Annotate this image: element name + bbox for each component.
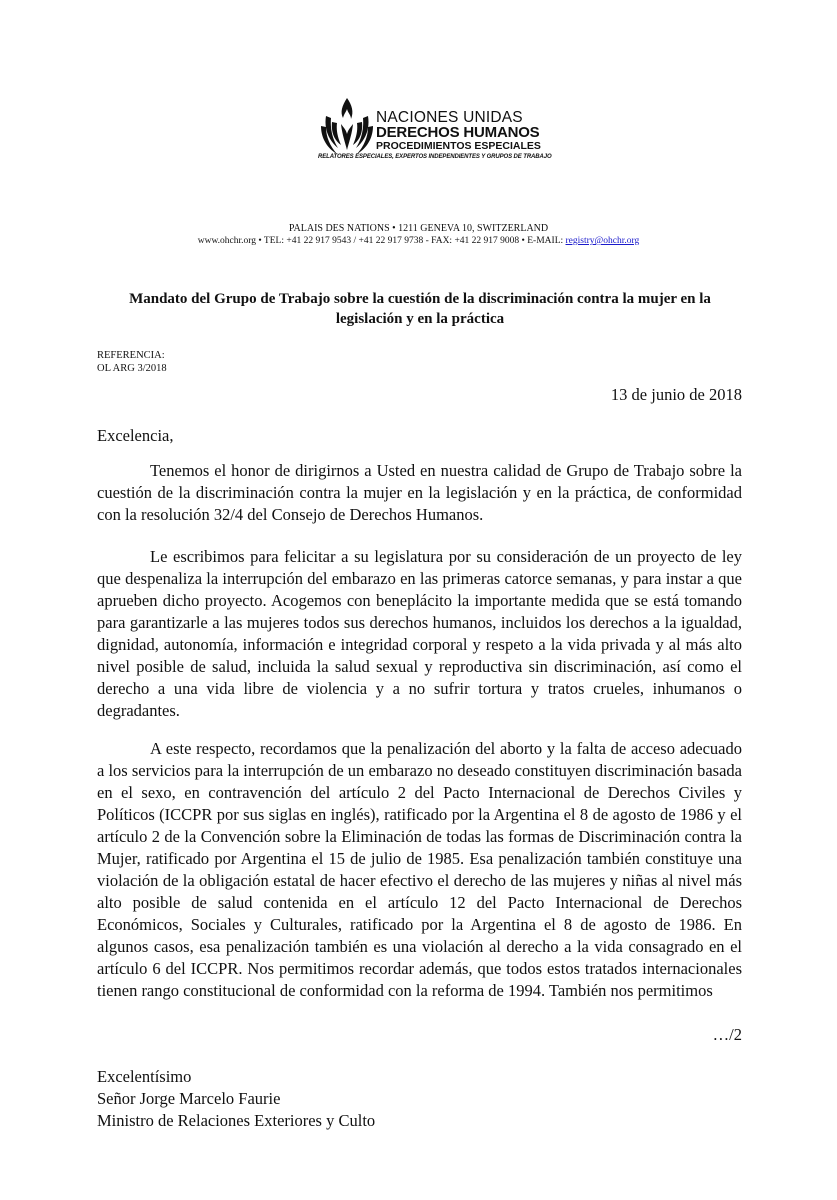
addressee-name: Señor Jorge Marcelo Faurie xyxy=(97,1089,281,1108)
paragraph-3 xyxy=(97,738,742,1002)
mandate-title: Mandato del Grupo de Trabajo sobre la cuestión de la discriminación contra la mujer en la legislación y en la práctica xyxy=(129,291,711,327)
reference-code: OL ARG 3/2018 xyxy=(97,363,167,374)
logo-line-1: NACIONES UNIDAS xyxy=(376,109,523,126)
letterhead-logo xyxy=(318,94,558,174)
reference-block xyxy=(97,349,167,375)
logo-line-3: PROCEDIMIENTOS ESPECIALES xyxy=(376,140,541,152)
email-link[interactable]: registry@ohchr.org xyxy=(565,236,640,246)
address-line-2 xyxy=(0,235,837,248)
page-continuation: …/2 xyxy=(712,1025,742,1044)
logo-wordmark xyxy=(376,110,541,152)
paragraph-text: Tenemos el honor de dirigirnos a Usted en nuestra calidad de Grupo de Trabajo sobre la cuestión de la discriminación contra la mujer en la legislación y en la práctica, de conformidad con la resolución 32/4 del Consejo de Derechos Humanos. xyxy=(97,461,742,524)
paragraph-2 xyxy=(97,546,742,722)
addressee-title: Ministro de Relaciones Exteriores y Culto xyxy=(97,1111,376,1130)
letter-date: 13 de junio de 2018 xyxy=(610,385,742,404)
address-line-1: PALAIS DES NATIONS • 1211 GENEVA 10, SWITZERLAND xyxy=(288,223,549,234)
addressee-block xyxy=(97,1066,375,1132)
logo-line-2: DERECHOS HUMANOS xyxy=(376,124,540,141)
logo-subline: RELATORES ESPECIALES, EXPERTOS INDEPENDIENTES Y GRUPOS DE TRABAJO xyxy=(318,154,552,160)
salutation: Excelencia, xyxy=(97,426,174,445)
paragraph-text: A este respecto, recordamos que la penalización del aborto y la falta de acceso adecuado a los servicios para la interrupción de un embarazo no deseado constituyen discriminación basada en el sexo, en contravención del artículo 2 del Pacto Internacional de Derechos Civiles y Políticos (ICCPR por sus siglas en inglés), ratificado por la Argentina el 8 de agosto de 1986 y el artículo 2 de la Convención sobre la Eliminación de todas las formas de Discriminación contra la Mujer, ratificado por Argentina el 15 de julio de 1985. Esa penalización también constituye una violación de la obligación estatal de hacer efectivo el derecho de las mujeres y niñas al nivel más alto posible de salud contenida en el artículo 12 del Pacto Internacional de Derechos Económicos, Sociales y Culturales, ratificado por la Argentina el 8 de agosto de 1986. En algunos casos, esa penalización también es una violación al derecho a la vida consagrado en el artículo 6 del ICCPR. Nos permitimos recordar además, que todos estos tratados internacionales tienen rango constitucional de conformidad con la reforma de 1994. También nos permitimos xyxy=(97,739,742,1000)
addressee-honorific: Excelentísimo xyxy=(97,1067,192,1086)
reference-label: REFERENCIA: xyxy=(97,350,165,361)
paragraph-1 xyxy=(97,460,742,526)
contact-details: www.ohchr.org • TEL: +41 22 917 9543 / +41 22 917 9738 - FAX: +41 22 917 9008 • E-MAIL: xyxy=(197,236,566,246)
un-laurel-emblem-icon xyxy=(318,94,376,160)
paragraph-text: Le escribimos para felicitar a su legislatura por su consideración de un proyecto de ley que despenaliza la interrupción del embarazo en las primeras catorce semanas, y para instar a que aprueben dicho proyecto. Acogemos con beneplácito la importante medida que se está tomando para garantizarle a las mujeres todos sus derechos humanos, incluidos los derechos a la igualdad, dignidad, autonomía, información e integridad corporal y respeto a la vida privada y al más alto nivel posible de salud, incluida la salud sexual y reproductiva sin discriminación, así como el derecho a una vida libre de violencia y a no sufrir tortura y tratos crueles, inhumanos o degradantes. xyxy=(97,547,742,720)
